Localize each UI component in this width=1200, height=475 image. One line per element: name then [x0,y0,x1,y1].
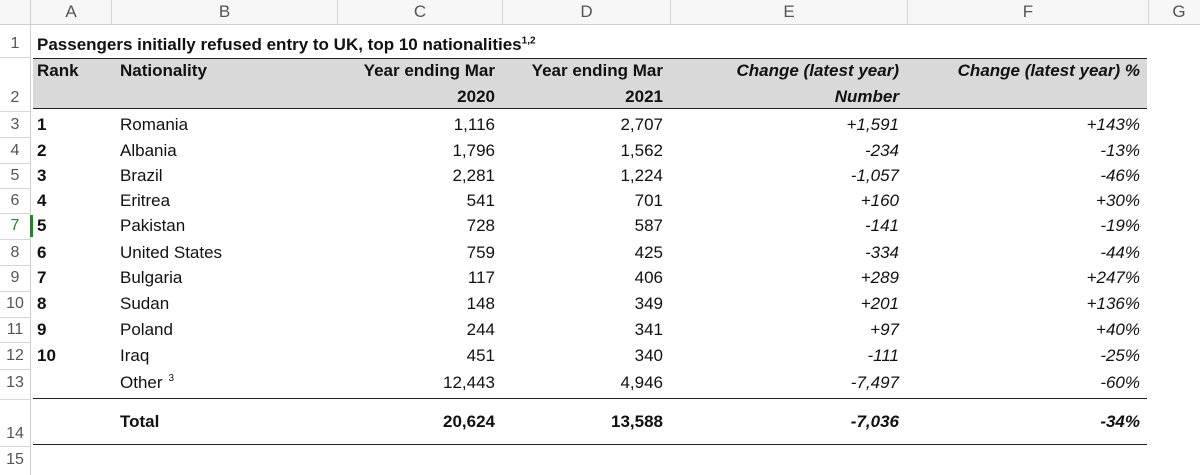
year-2021-cell[interactable]: 349 [634,294,663,313]
title-footnote-ref: 1,2 [521,35,536,47]
row-number[interactable]: 13 [6,374,24,391]
other-label: Other [120,373,163,392]
column-header-c[interactable]: C [338,0,503,24]
header-year-2020-line1[interactable]: Year ending Mar [363,61,495,80]
row-separator [0,213,30,214]
row-separator [0,342,30,343]
nationality-cell[interactable]: Albania [120,141,177,160]
change-percent-cell[interactable]: +30% [1096,191,1140,210]
header-change-percent[interactable]: Change (latest year) % [957,61,1140,80]
year-2021-cell[interactable]: 701 [634,191,663,210]
nationality-cell[interactable]: Sudan [120,294,170,313]
row-number[interactable]: 4 [10,142,20,159]
year-2021-cell[interactable]: 340 [634,346,663,365]
table-row [0,115,1200,137]
table-title-text: Passengers initially refused entry to UK, top 10 nationalities [37,35,522,54]
year-2021-cell[interactable]: 1,224 [620,166,663,185]
change-number-cell[interactable]: -334 [864,243,899,262]
change-percent-cell[interactable]: -19% [1100,216,1140,235]
header-bottom-rule [33,108,1147,109]
change-number-cell[interactable]: +201 [860,294,899,313]
rank-cell[interactable]: 8 [37,294,47,313]
row-separator [0,291,30,292]
rank-cell[interactable]: 6 [37,243,47,262]
row-separator [0,163,30,164]
nationality-cell[interactable]: United States [120,243,223,262]
row-separator [0,57,30,58]
row-number[interactable]: 15 [6,451,24,468]
nationality-cell-other[interactable] [120,373,174,393]
header-year-2021-line1[interactable]: Year ending Mar [531,61,663,80]
rank-cell[interactable]: 10 [37,346,56,365]
year-2020-cell[interactable]: 148 [466,294,495,313]
column-header-b[interactable]: B [112,0,338,24]
row-number[interactable]: 6 [10,192,20,209]
row-number[interactable]: 2 [10,89,20,106]
column-header-f[interactable]: F [908,0,1149,24]
total-2021-cell[interactable]: 13,588 [611,412,663,431]
year-2020-cell[interactable]: 117 [467,268,495,287]
nationality-cell[interactable]: Bulgaria [120,268,183,287]
header-change-number-line1[interactable]: Change (latest year) [736,61,899,80]
nationality-cell[interactable]: Romania [120,115,189,134]
year-2020-cell[interactable]: 244 [466,320,495,339]
change-number-cell[interactable]: -7,497 [850,373,899,392]
row-number[interactable]: 11 [6,321,24,338]
change-number-cell[interactable]: -234 [864,141,899,160]
change-percent-cell[interactable]: +247% [1086,268,1140,287]
change-number-cell[interactable]: -111 [867,346,899,365]
year-2021-cell[interactable]: 4,946 [620,373,663,392]
year-2021-cell[interactable]: 406 [634,268,663,287]
table-row [0,268,1200,290]
header-top-rule [33,58,1147,59]
row-separator [0,239,30,240]
total-bottom-rule [33,444,1147,445]
row-number[interactable]: 5 [10,167,20,184]
change-percent-cell[interactable]: +136% [1086,294,1140,313]
row-number[interactable]: 3 [10,116,20,133]
column-header-g[interactable]: G [1172,2,1186,21]
change-number-cell[interactable]: +289 [860,268,899,287]
total-label[interactable]: Total [120,412,160,431]
total-change-percent-cell[interactable]: -34% [1100,412,1140,431]
row-separator [0,446,30,447]
table-row [0,294,1200,316]
year-2020-cell[interactable]: 1,116 [453,115,495,134]
year-2021-cell[interactable]: 1,562 [620,141,663,160]
table-row-total [0,412,1200,434]
row-separator [0,188,30,189]
change-number-cell[interactable]: +1,591 [846,115,899,134]
year-2020-cell[interactable]: 541 [466,191,495,210]
row-number[interactable]: 10 [6,295,24,312]
table-row [0,346,1200,368]
rank-cell[interactable]: 7 [37,268,47,287]
header-year-2021-line2[interactable]: 2021 [625,87,663,106]
table-title[interactable] [37,35,536,55]
year-2021-cell[interactable]: 425 [634,243,663,262]
rank-cell[interactable]: 3 [37,166,47,185]
row-number[interactable]: 8 [10,244,20,261]
row-number[interactable]: 1 [10,35,20,52]
row-number[interactable]: 14 [6,425,24,442]
row-separator [0,317,30,318]
nationality-cell[interactable]: Eritrea [120,191,171,210]
total-top-rule [33,398,1147,399]
change-number-cell[interactable]: -1,057 [850,166,899,185]
row-separator [0,369,30,370]
header-change-number-line2[interactable]: Number [834,87,899,106]
change-percent-cell[interactable]: +40% [1096,320,1140,339]
year-2020-cell[interactable]: 1,796 [452,141,495,160]
year-2020-cell[interactable]: 12,443 [443,373,495,392]
row-number[interactable]: 9 [10,269,20,286]
table-row [0,216,1200,238]
change-percent-cell[interactable]: -46% [1100,166,1140,185]
rank-cell[interactable]: 4 [37,191,47,210]
nationality-cell[interactable]: Poland [120,320,173,339]
change-number-cell[interactable]: -141 [864,216,899,235]
change-percent-cell[interactable]: -60% [1100,373,1140,392]
column-header-d[interactable]: D [503,0,671,24]
other-footnote-ref: 3 [168,373,175,385]
table-row-other [0,373,1200,395]
year-2021-cell[interactable]: 341 [634,320,663,339]
header-year-2020-line2[interactable]: 2020 [457,87,495,106]
row-separator [0,399,30,400]
year-2020-cell[interactable]: 759 [466,243,495,262]
rank-cell[interactable]: 9 [37,320,47,339]
nationality-cell[interactable]: Iraq [120,346,150,365]
nationality-cell[interactable]: Brazil [120,166,163,185]
year-2021-cell[interactable]: 2,707 [620,115,663,134]
change-number-cell[interactable]: +160 [860,191,899,210]
change-percent-cell[interactable]: -13% [1100,141,1140,160]
column-header-e[interactable]: E [671,0,908,24]
row-number-selected[interactable]: 7 [10,217,20,234]
change-percent-cell[interactable]: -44% [1100,243,1140,262]
year-2020-cell[interactable]: 728 [466,216,495,235]
change-percent-cell[interactable]: -25% [1100,346,1140,365]
select-all-corner[interactable] [0,0,31,24]
table-row [0,243,1200,265]
row-number[interactable]: 12 [6,347,24,364]
rank-cell[interactable]: 1 [37,115,47,134]
year-2021-cell[interactable]: 587 [634,216,663,235]
row-separator [0,137,30,138]
table-row [0,191,1200,213]
change-number-cell[interactable]: +97 [870,320,899,339]
table-row [0,320,1200,342]
table-row [0,141,1200,163]
table-row [0,166,1200,188]
header-rank[interactable]: Rank [37,61,79,80]
rank-cell[interactable]: 5 [37,216,47,235]
rank-cell[interactable]: 2 [37,141,47,160]
column-header-a[interactable]: A [31,0,112,24]
change-percent-cell[interactable]: +143% [1086,115,1140,134]
row-separator [0,111,30,112]
total-2020-cell[interactable]: 20,624 [443,412,495,431]
row-separator [0,265,30,266]
year-2020-cell[interactable]: 2,281 [452,166,495,185]
total-change-number-cell[interactable]: -7,036 [850,412,899,431]
year-2020-cell[interactable]: 451 [466,346,495,365]
nationality-cell[interactable]: Pakistan [120,216,186,235]
header-nationality[interactable]: Nationality [120,61,207,80]
